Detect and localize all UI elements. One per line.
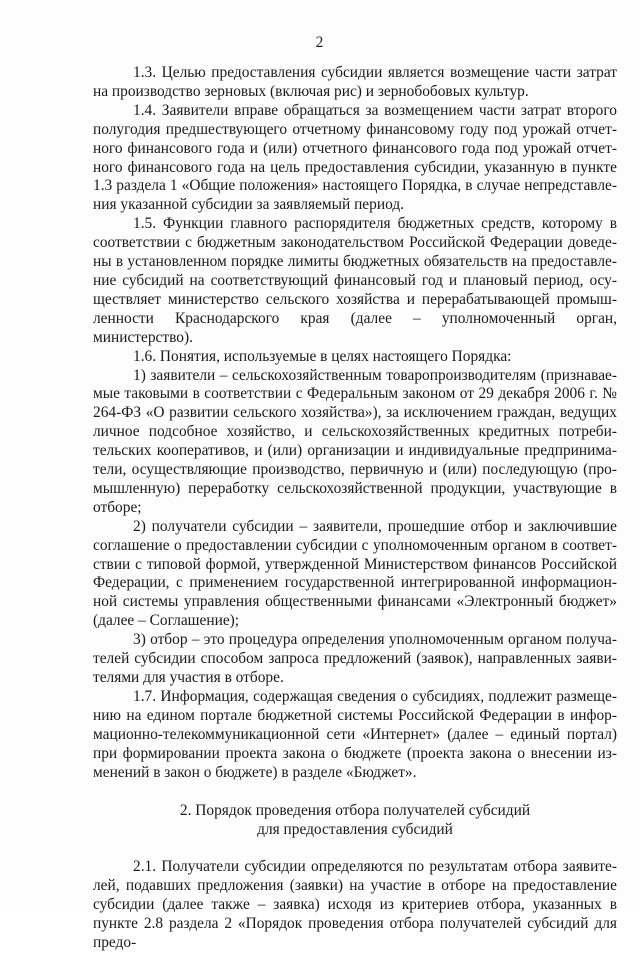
definition-selection: 3) отбор – это процедура определения уполномоченным органом получателей субсидии способом запроса предложений (заявок), направленных заявителями для участия в отборе. [93, 631, 617, 686]
paragraph-1-5: 1.5. Функции главного распорядителя бюджетных средств, которому в соответствии с бюджетным законодательством Российской Федерации доведены в установленном порядке лимиты бюджетных обязательств на предоставление субсидий на соответствующий финансовый год и плановый период, осуществляет министерство сельского хозяйства и перерабатывающей промышленности Краснодарского края (далее – уполномоченный орган, министерство). [93, 215, 617, 346]
section-2-heading-line-2: для предоставления субсидий [257, 821, 453, 839]
paragraph-1-3: 1.3. Целью предоставления субсидии является возмещение части затрат на производство зерновых (включая рис) и зернобобовых культур. [93, 64, 617, 100]
section-2-heading [93, 801, 617, 839]
document-body [93, 64, 617, 953]
section-2-heading-line-1: 2. Порядок проведения отбора получателей субсидий [179, 802, 531, 820]
definition-recipients: 2) получатели субсидии – заявители, прошедшие отбор и заключившие соглашение о предоставлении субсидии с уполномоченным органом в соответствии с типовой формой, утвержденной Министерством финансов Российской Федерации, с применением государственной интегрированной информационной системы управления общественными финансами «Электронный бюджет» (далее – Соглашение); [93, 517, 617, 630]
page-number: 2 [315, 34, 324, 51]
paragraph-1-6: 1.6. Понятия, используемые в целях настоящего Порядка: [133, 347, 512, 365]
paragraph-1-4: 1.4. Заявители вправе обращаться за возмещением части затрат второго полугодия предшествующего отчетному финансовому году под урожай отчетного финансового года и (или) отчетного финансового года под урожай отчетного финансового года на цель предоставления субсидии, указанную в пункте 1.3 раздела 1 «Общие положения» настоящего Порядка, в случае непредставления указанной субсидии за заявляемый период. [93, 101, 617, 214]
paragraph-1-7: 1.7. Информация, содержащая сведения о субсидиях, подлежит размещению на едином портале бюджетной системы Российской Федерации в информационно-телекоммуникационной сети «Интернет» (далее – единый портал) при формировании проекта закона о бюджете (проекта закона о внесении изменений в закон о бюджете) в разделе «Бюджет». [93, 687, 617, 781]
definition-applicants: 1) заявители – сельскохозяйственным товаропроизводителям (признаваемые таковыми в соответствии с Федеральным законом от 29 декабря 2006 г. № 264-ФЗ «О развитии сельского хозяйства»), за исключением граждан, ведущих личное подсобное хозяйство, и сельскохозяйственных кредитных потребительских кооперативов, и (или) организации и индивидуальные предприниматели, осуществляющие производство, первичную и (или) последующую (промышленную) переработку сельскохозяйственной продукции, участвующие в отборе; [93, 366, 617, 516]
paragraph-2-1: 2.1. Получатели субсидии определяются по результатам отбора заявителей, подавших предложения (заявки) на участие в отборе на предоставление субсидии (далее также – заявка) исходя из критериев отбора, указанных в пункте 2.8 раздела 2 «Порядок проведения отбора получателей субсидий для предо- [93, 858, 617, 952]
